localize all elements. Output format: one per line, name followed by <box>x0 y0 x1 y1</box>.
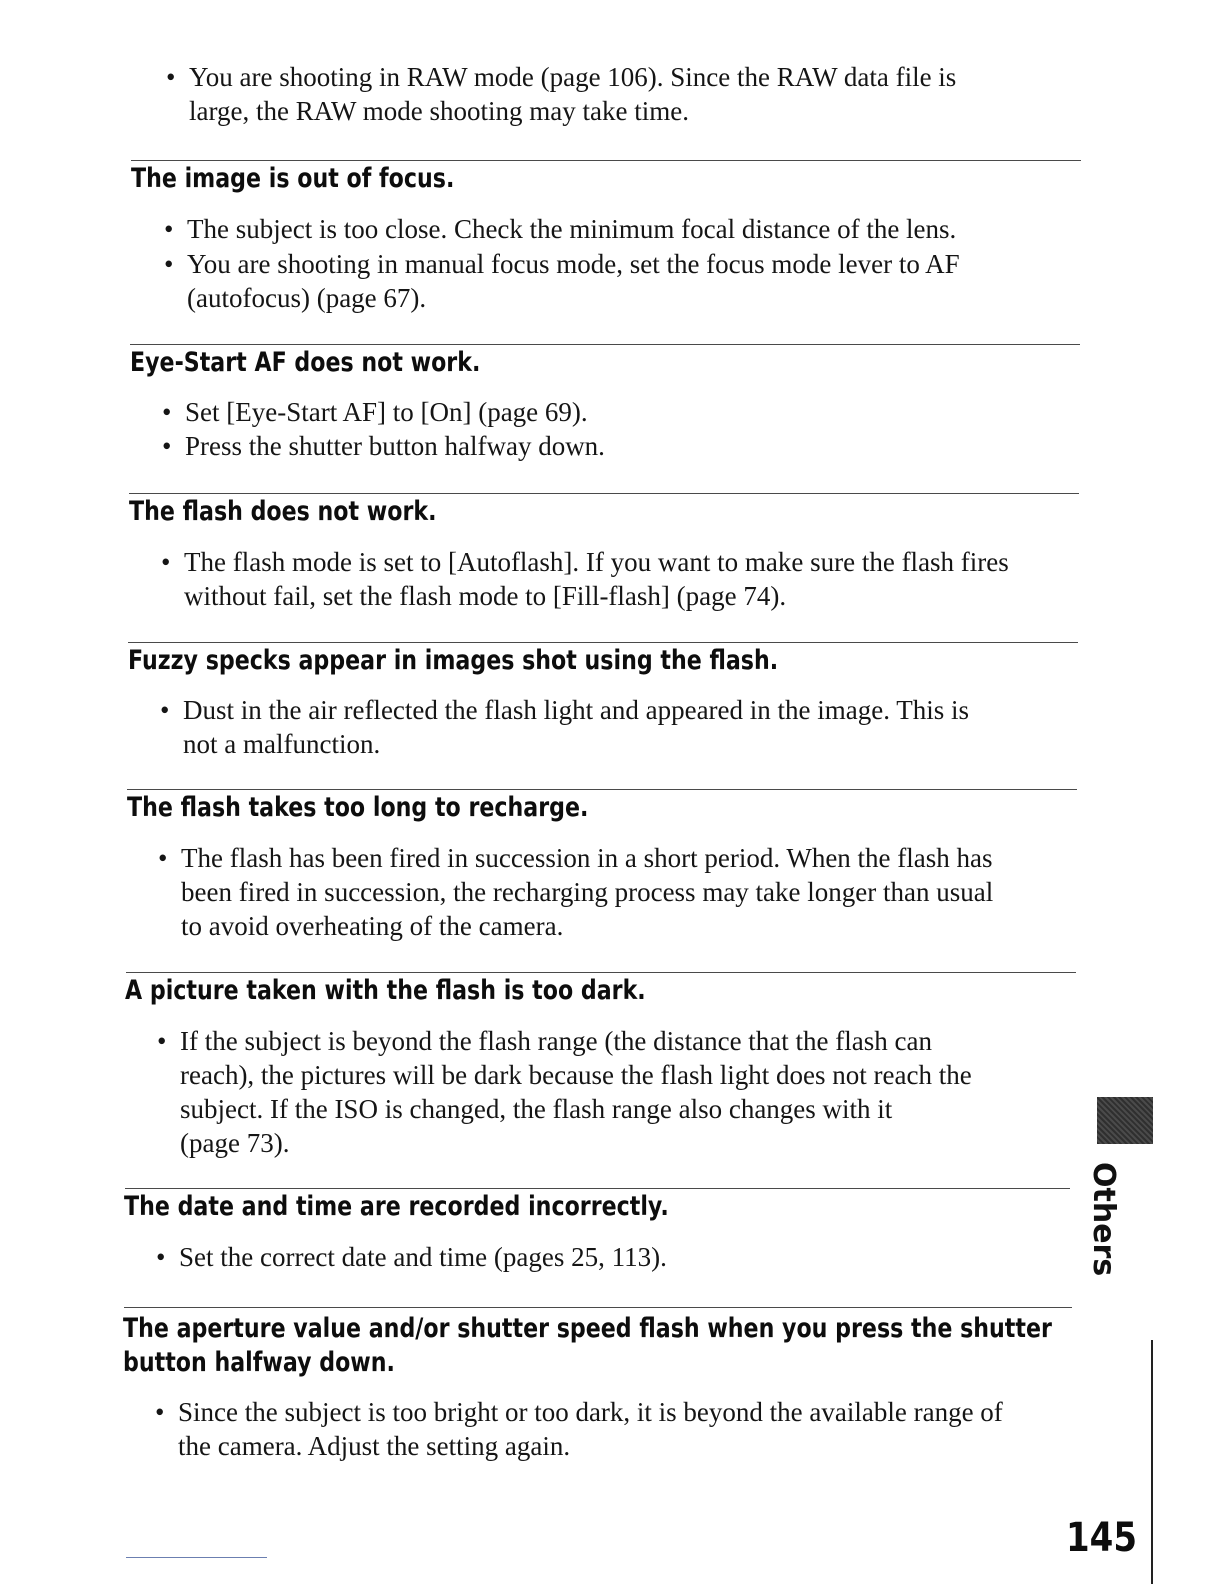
chapter-tab-label <box>1081 1162 1121 1277</box>
section-heading: The image is out of focus. <box>131 163 455 194</box>
section-bullet <box>164 212 1067 246</box>
heading-line: button halfway down. <box>123 1347 395 1378</box>
bullet-dot: • <box>156 1242 166 1272</box>
bullet-dot: • <box>161 547 171 577</box>
chapter-tab-text: Others <box>1086 1162 1121 1277</box>
section-bullet <box>164 247 1067 315</box>
bullet-dot: • <box>160 695 170 725</box>
bullet-dot: • <box>157 1026 167 1056</box>
heading-line: The aperture value and/or shutter speed flash when you press the shutter <box>123 1313 1052 1344</box>
section-heading <box>123 1312 1052 1380</box>
bullet-line: Press the shutter button halfway down. <box>185 431 605 461</box>
section-divider <box>129 493 1079 494</box>
bullet-line: been fired in succession, the recharging process may take longer than usual <box>181 877 994 907</box>
section-divider <box>128 642 1078 643</box>
section-divider <box>130 344 1080 345</box>
bullet-line: without fail, set the flash mode to [Fill-flash] (page 74). <box>184 581 787 611</box>
bullet-line: Set the correct date and time (pages 25, 113). <box>179 1242 667 1272</box>
bullet-line: Since the subject is too bright or too dark, it is beyond the available range of <box>178 1397 1003 1427</box>
section-divider <box>124 1307 1072 1308</box>
bullet-line: The flash mode is set to [Autoflash]. If you want to make sure the flash fires <box>184 547 1009 577</box>
section-heading: The date and time are recorded incorrectly. <box>124 1191 669 1222</box>
bullet-line: Dust in the air reflected the flash light and appeared in the image. This is <box>183 695 970 725</box>
section-bullet <box>155 1395 1068 1463</box>
bullet-dot: • <box>155 1397 165 1427</box>
bullet-line: not a malfunction. <box>183 729 381 759</box>
bullet-line: subject. If the ISO is changed, the flash range also changes with it <box>180 1094 893 1124</box>
section-divider <box>125 1188 1070 1189</box>
section-bullet <box>162 429 1065 463</box>
bullet-line: Set [Eye-Start AF] to [On] (page 69). <box>185 397 588 427</box>
section-bullet <box>158 841 1071 943</box>
bullet-dot: • <box>162 397 172 427</box>
section-heading: The flash takes too long to recharge. <box>127 792 589 823</box>
page-number: 145 <box>1066 1515 1137 1561</box>
section-bullet <box>156 1240 1059 1274</box>
bullet-line: You are shooting in manual focus mode, set the focus mode lever to AF <box>187 249 960 279</box>
intro-bullet <box>166 60 1069 128</box>
bullet-dot: • <box>164 249 174 279</box>
section-heading: The flash does not work. <box>129 496 437 527</box>
bullet-dot: • <box>162 431 172 461</box>
bullet-line: to avoid overheating of the camera. <box>181 911 564 941</box>
bullet-dot: • <box>164 214 174 244</box>
section-heading: A picture taken with the flash is too dark. <box>125 975 646 1006</box>
section-divider <box>131 160 1081 161</box>
bullet-line: large, the RAW mode shooting may take time. <box>189 96 689 126</box>
bullet-line: You are shooting in RAW mode (page 106). Since the RAW data file is <box>189 62 957 92</box>
bullet-line: If the subject is beyond the flash range (the distance that the flash can <box>180 1026 932 1056</box>
bullet-line: The flash has been fired in succession in a short period. When the flash has <box>181 843 993 873</box>
section-bullet <box>162 395 1065 429</box>
section-divider <box>127 789 1077 790</box>
bullet-dot: • <box>166 62 176 92</box>
bullet-line: reach), the pictures will be dark because the flash light does not reach the <box>180 1060 972 1090</box>
bullet-line: The subject is too close. Check the minimum focal distance of the lens. <box>187 214 957 244</box>
bullet-line: (page 73). <box>180 1128 290 1158</box>
bullet-dot: • <box>158 843 168 873</box>
section-bullet <box>161 545 1069 613</box>
page-edge-line <box>1151 1340 1153 1584</box>
section-heading: Fuzzy specks appear in images shot using the flash. <box>128 645 779 676</box>
chapter-tab-marker <box>1097 1097 1153 1144</box>
footer-rule <box>126 1557 267 1558</box>
bullet-line: (autofocus) (page 67). <box>187 283 427 313</box>
section-divider <box>126 972 1076 973</box>
bullet-line: the camera. Adjust the setting again. <box>178 1431 571 1461</box>
section-heading: Eye-Start AF does not work. <box>130 347 481 378</box>
section-bullet <box>157 1024 1060 1160</box>
section-bullet <box>160 693 1068 761</box>
